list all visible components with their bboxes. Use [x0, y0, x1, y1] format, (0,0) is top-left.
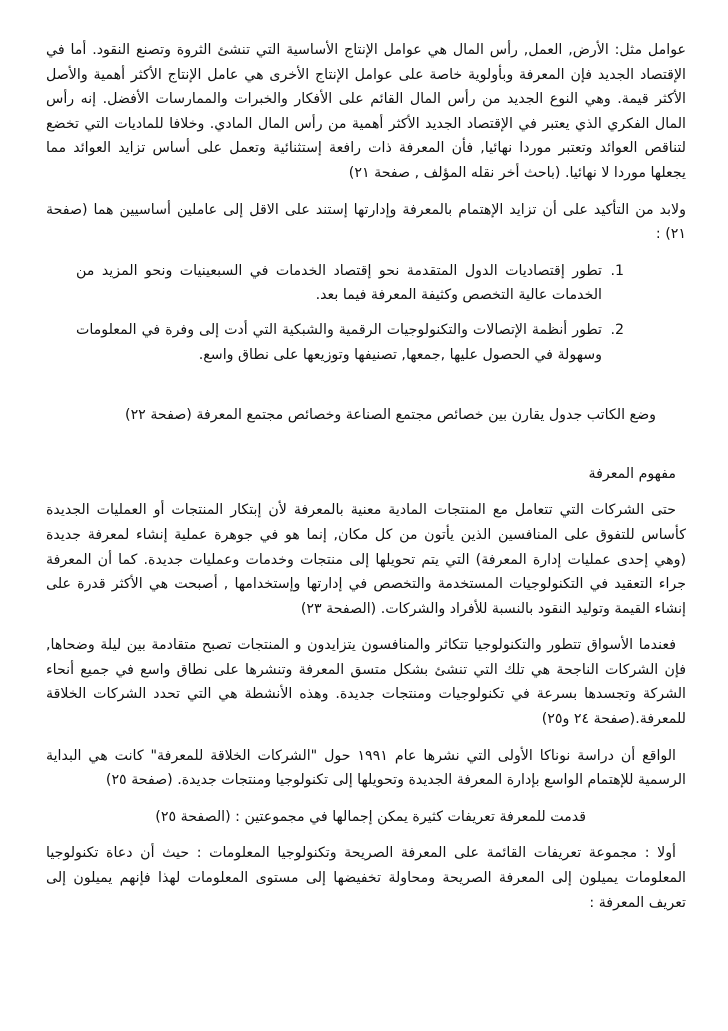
list-item-text: تطور إقتصاديات الدول المتقدمة نحو إقتصاد الخدمات في السبعينيات ونحو المزيد من الخدمات عالية التخصص وكثيفة المعرفة فيما بعد. — [76, 262, 602, 304]
list-item-number: 2. — [610, 321, 624, 338]
section-heading: مفهوم المعرفة — [588, 465, 676, 482]
paragraph-two-factors-intro: ولابد من التأكيد على أن تزايد الإهتمام بالمعرفة وإدارتها إستند على الاقل إلى عاملين أساسيين هما (صفحة ٢١) : — [46, 201, 686, 243]
list-item-text: تطور أنظمة الإتصالات والتكنولوجيات الرقمية والشبكية التي أدت إلى وفرة في المعلومات وسهولة في الحصول عليها ,جمعها, تصنيفها وتوزيعها على نطاق واسع. — [76, 321, 602, 363]
paragraph-knowledge-companies: حتى الشركات التي تتعامل مع المنتجات المادية معنية بالمعرفة لأن إبتكار المنتجات أو العمليات الجديدة كأساس للتفوق على المنافسين الذين يأتون من كل مكان, إنما هو في جوهرة عملية إنشاء لمعرفة جديدة (وهي إحدى عمليات إدارة المعرفة) التي يتم تحويلها إلى منتجات وخدمات وعمليات جديدة. كما أن المعرفة جراء التعقيد في التكنولوجيات المستخدمة والتخصص في إدارتها وإستخدامها , أصبحت هي الأكثر قدرة على إنشاء القيمة وتوليد النقود بالنسبة للأفراد والشركات. (الصفحة ٢٣) — [46, 502, 686, 617]
list-item — [46, 259, 686, 308]
paragraph-definitions-intro: قدمت للمعرفة تعريفات كثيرة يمكن إجمالها في مجموعتين : (الصفحة ٢٥) — [155, 808, 586, 825]
paragraph-first-group: أولا : مجموعة تعريفات القائمة على المعرفة الصريحة وتكنولوجيا المعلومات : حيث أن دعاة تكنولوجيا المعلومات يميلون إلى المعرفة الصريحة ومحاولة تخفيضها إلى مستوى المعلومات لهذا فإنهم يميلون إلى تعريف المعرفة : — [46, 845, 686, 911]
paragraph-nonaka-study: الواقع أن دراسة نوناكا الأولى التي نشرها عام ١٩٩١ حول "الشركات الخلاقة للمعرفة" كانت هي البداية الرسمية للإهتمام الواسع بإدارة المعرفة الجديدة وتحويلها إلى تكنولوجيا ومنتجات جديدة. (صفحة ٢٥) — [46, 747, 686, 789]
paragraph-factors-of-production: عوامل مثل: الأرض, العمل, رأس المال هي عوامل الإنتاج الأساسية التي تنشئ الثروة وتصنع النقود. أما في الإقتصاد الجديد فإن المعرفة وبأولوية خاصة على عوامل الإنتاج الأخرى هي عامل الإنتاج الأكثر أهمية والأصل الأكثر قيمة. وهي النوع الجديد من رأس المال القائم على الأفكار والخبرات والممارسات الأفضل. إنه رأس المال الفكري الذي يعتبر في الإقتصاد الجديد الأكثر أهمية من رأس المال المادي. وخلافا للماديات التي تخضع لتناقص العوائد وتعتبر موردا نهائيا, فأن المعرفة ذات رافعة إستثنائية وتعمل على أساس تزايد العوائد مما يجعلها موردا لا نهائيا. (باحث أخر نقله المؤلف , صفحة ٢١) — [46, 42, 686, 181]
list-item — [46, 318, 686, 367]
list-item-number: 1. — [610, 262, 624, 279]
paragraph-markets-evolve: فعندما الأسواق تتطور والتكنولوجيا تتكاثر والمنافسون يتزايدون و المنتجات تصبح متقادمة بين ليلة وضحاها, فإن الشركات الناجحة هي تلك التي تنشئ بشكل متسق المعرفة وتنشرها على نطاق واسع في جميع أنحاء الشركة وتجسدها بسرعة في تكنولوجيات ومنتجات جديدة. وهذه الأنشطة هي التي تحدد الشركات الخلاقة للمعرفة.(صفحة ٢٤ و٢٥) — [46, 637, 686, 728]
paragraph-table-note: وضع الكاتب جدول يقارن بين خصائص مجتمع الصناعة وخصائص مجتمع المعرفة (صفحة ٢٢) — [125, 407, 656, 424]
factors-list — [46, 259, 686, 367]
